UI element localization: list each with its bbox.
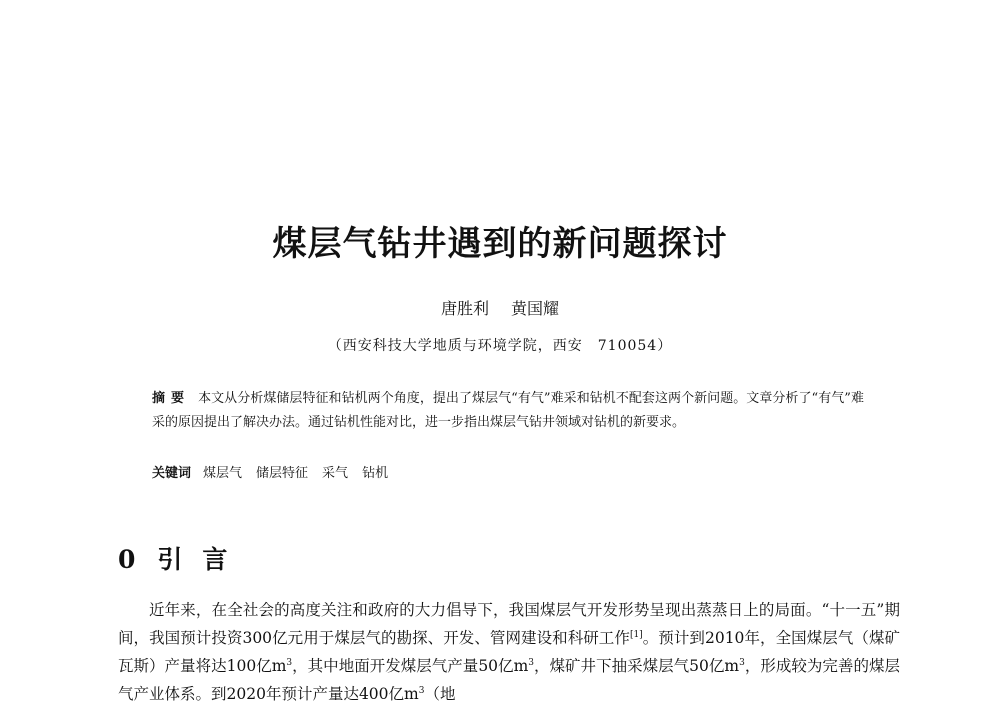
keywords-label: 关键词 bbox=[152, 466, 192, 481]
unit-exponent: 3 bbox=[739, 657, 745, 668]
paragraph-text: ，煤矿井下抽采煤层气50亿m bbox=[534, 657, 740, 675]
body-paragraph bbox=[118, 596, 900, 708]
author-affiliation: （西安科技大学地质与环境学院，西安 710054） bbox=[327, 338, 673, 354]
section-title: 引言 bbox=[157, 545, 248, 574]
unit-exponent: 3 bbox=[286, 657, 293, 668]
keywords-block bbox=[152, 463, 864, 485]
paragraph-text: ，其中地面开发煤层气产量50亿m bbox=[292, 657, 529, 675]
keyword-item: 煤层气 bbox=[203, 466, 243, 481]
paragraph-text: 。预计到2010年，全国煤层气（煤矿瓦斯）产量将达100亿m bbox=[118, 629, 900, 675]
author-name: 黄国耀 bbox=[511, 299, 560, 318]
paragraph-text: （地 bbox=[424, 685, 456, 703]
paper-title: 煤层气钻井遇到的新问题探讨 bbox=[272, 224, 728, 264]
author-list bbox=[0, 298, 1000, 320]
keyword-item: 钻机 bbox=[362, 466, 389, 481]
unit-exponent: 3 bbox=[418, 685, 425, 696]
unit-exponent: 3 bbox=[528, 657, 534, 668]
citation-ref: [1] bbox=[629, 629, 643, 640]
abstract-label: 摘要 bbox=[152, 391, 191, 406]
paragraph-text: ，形成较为完善的煤层气产业体系。到2020年预计产量达400亿m bbox=[118, 657, 900, 703]
author-name: 唐胜利 bbox=[440, 299, 489, 318]
section-heading bbox=[118, 542, 247, 578]
keyword-item: 采气 bbox=[322, 466, 349, 481]
section-number: 0 bbox=[118, 545, 136, 574]
keyword-item: 储层特征 bbox=[256, 466, 309, 481]
abstract-block bbox=[152, 387, 864, 435]
paragraph-text: 近年来，在全社会的高度关注和政府的大力倡导下，我国煤层气开发形势呈现出蒸蒸日上的局面。“十一五”期间，我国预计投资300亿元用于煤层气的勘探、开发、管网建设和科研工作 bbox=[118, 601, 900, 647]
abstract-text: 本文从分析煤储层特征和钻机两个角度，提出了煤层气“有气”难采和钻机不配套这两个新问题。文章分析了“有气”难采的原因提出了解决办法。通过钻机性能对比，进一步指出煤层气钻井领域对钻机的新要求。 bbox=[152, 391, 864, 430]
